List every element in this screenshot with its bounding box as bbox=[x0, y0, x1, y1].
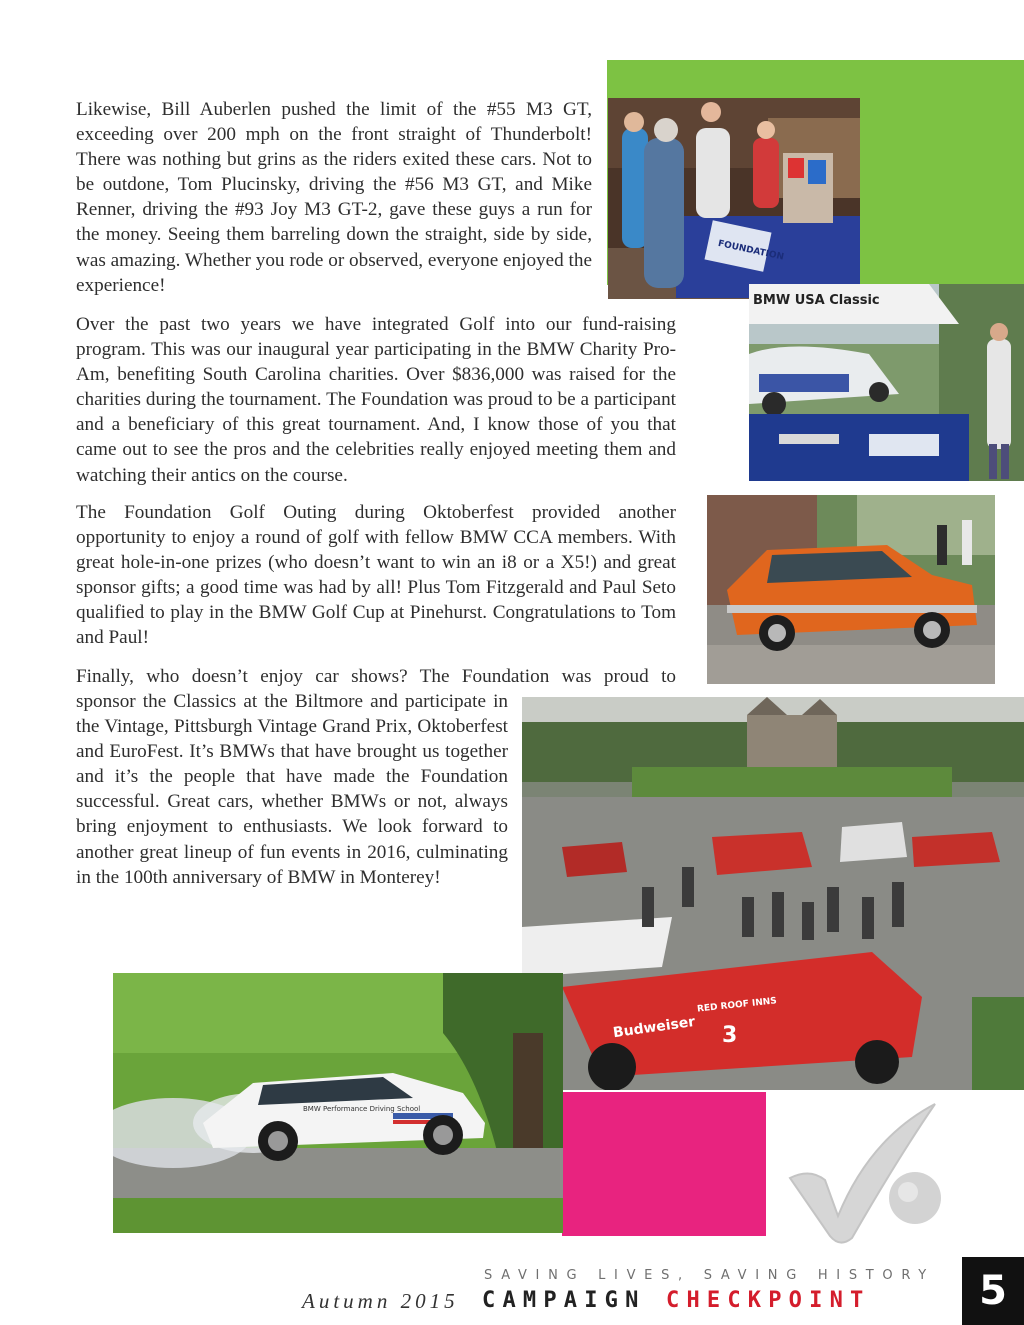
article-paragraph-5: sponsor the Classics at the Biltmore and participate in the Vintage, Pittsburgh Vintage Grand Prix, Oktoberfest and EuroFest. It’s BMWs that have brought us together and it’s the people that have made the Foundation successful. Great cars, whether BMWs or not, always bring enjoyment to enthusiasts. We look forward to another great lineup of fun events in 2016, culminating in the 100th anniversary of BMW in Monterey! bbox=[76, 691, 508, 888]
article-paragraph-3: The Foundation Golf Outing during Oktoberfest provided another opportunity to enjoy a round of golf with fellow BMW CCA members. With great hole-in-one prizes (who doesn’t want to win an i8 or a X5!) and great sponsor gifts; a good time was had by all! Plus Tom Fitzgerald and Paul Seto qualified to play in the BMW Golf Cup at Pinehurst. Congratulations to Tom and Paul! bbox=[76, 502, 676, 649]
footer-campaign-word: CAMPAIGN bbox=[482, 1288, 646, 1313]
article-paragraph-1: Likewise, Bill Auberlen pushed the limit of the #55 M3 GT, exceeding over 200 mph on the front straight of Thunderbolt! There was nothing but grins as the riders exited these cars. Not to be outdone, Tom Plucinsky, driving the #56 M3 GT, and Mike Renner, driving the #93 Joy M3 GT-2, gave these guys a run for the money. Seeing them barreling down the straight, side by side, was amazing. Whether you rode or observed, everyone enjoyed the experience! bbox=[76, 99, 592, 296]
article-paragraph-2: Over the past two years we have integrated Golf into our fund-raising program. This was our inaugural year participating in the BMW Charity Pro-Am, benefiting South Carolina charities. Over $836,000 was raised for the charities during the tournament. The Foundation was proud to be a participant and a beneficiary of this great tournament. And, I know those of you that came out to see the pros and the celebrities really enjoyed meeting them and watching their antics on the course. bbox=[76, 314, 676, 486]
photo-drifting-m3 bbox=[113, 973, 563, 1233]
drift-car-door-text: BMW Performance Driving School bbox=[303, 1105, 421, 1113]
photo-orange-bmw-2002 bbox=[707, 495, 995, 684]
article-paragraph-4: Finally, who doesn’t enjoy car shows? The Foundation was proud to bbox=[76, 666, 676, 687]
footer-publication-title bbox=[482, 1288, 870, 1313]
checkmark-icon bbox=[780, 1098, 950, 1248]
indycar-livery-text: RED ROOF INNS bbox=[696, 996, 778, 1015]
booth-banner-text: FOUNDATION bbox=[716, 238, 785, 263]
photo-usa-classic-tent bbox=[749, 284, 1024, 481]
footer-season: Autumn 2015 bbox=[302, 1289, 459, 1313]
footer-checkpoint-word: CHECKPOINT bbox=[666, 1288, 871, 1313]
indycar-number-text: 3 bbox=[722, 1023, 738, 1048]
photo-foundation-booth bbox=[608, 98, 860, 299]
photo-biltmore-car-show bbox=[522, 697, 1024, 1090]
pink-color-block bbox=[562, 1092, 766, 1236]
indycar-sponsor-text: Budweiser bbox=[612, 1013, 697, 1042]
page-number: 5 bbox=[962, 1257, 1024, 1325]
footer-tagline: SAVING LIVES, SAVING HISTORY bbox=[484, 1268, 935, 1283]
tent-banner-text: BMW USA Classic bbox=[753, 293, 880, 308]
